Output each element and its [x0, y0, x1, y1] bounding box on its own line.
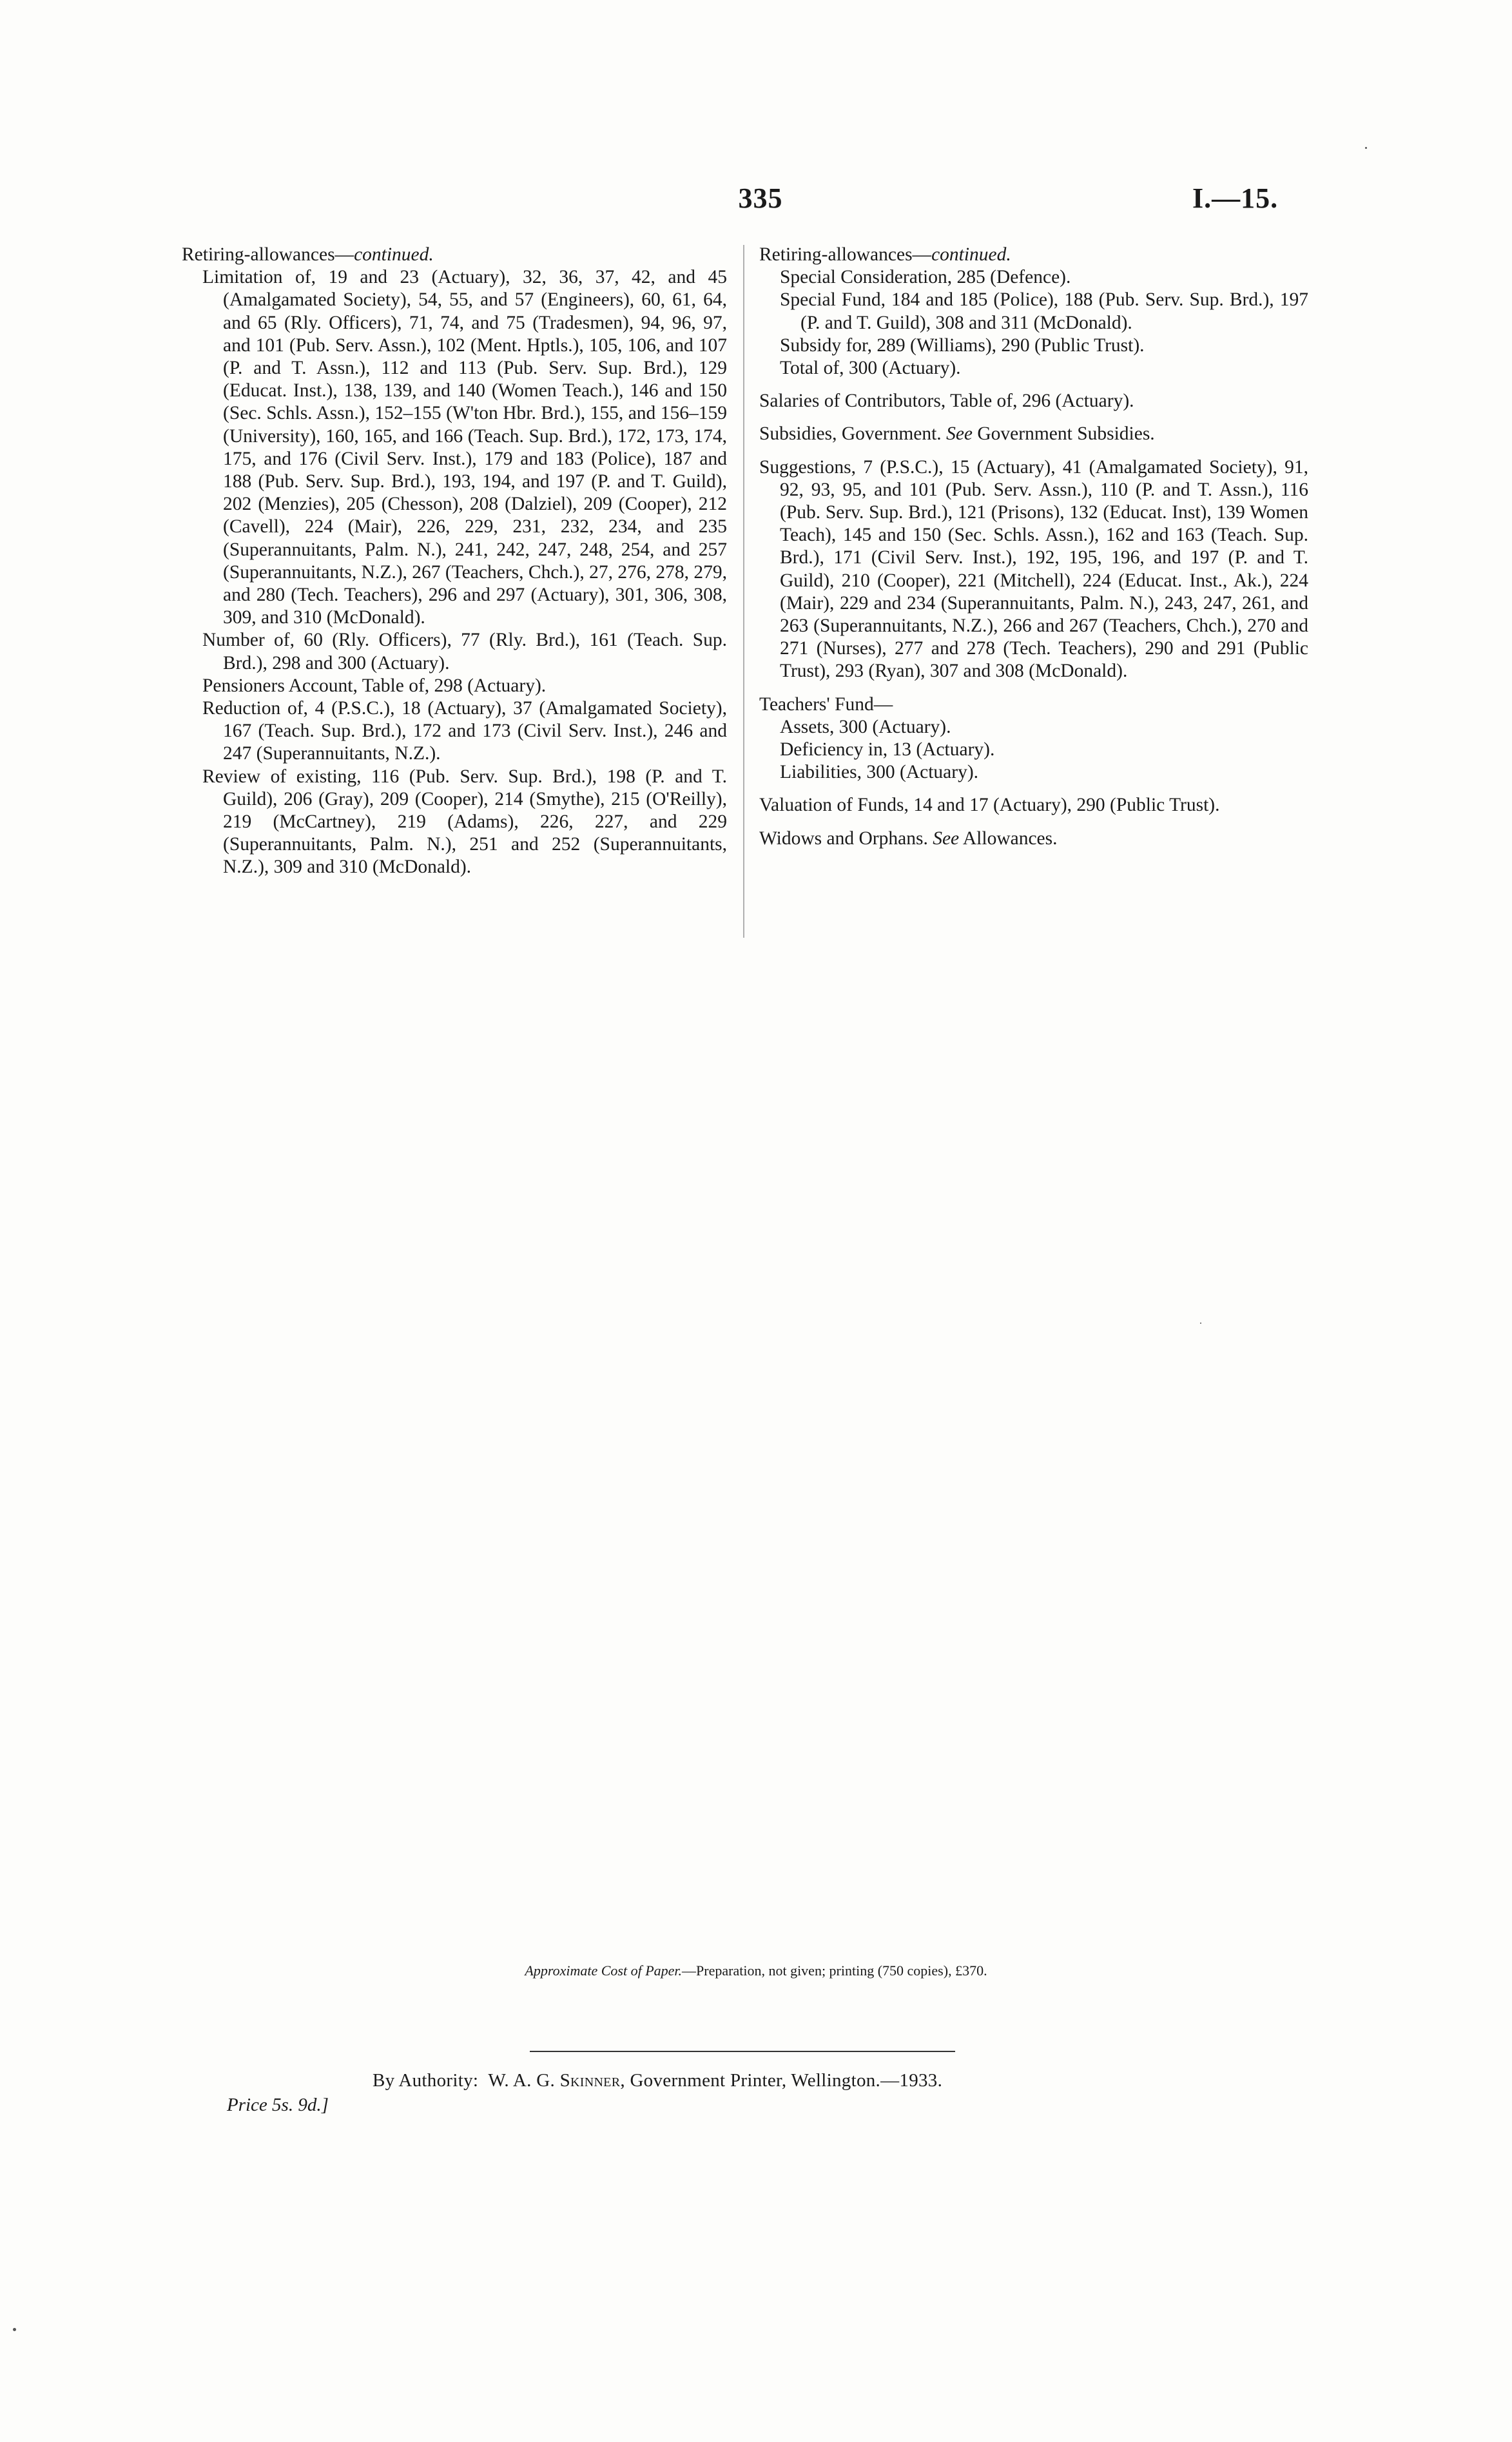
authority-prefix: By Authority: — [373, 2070, 479, 2091]
heading-continued: continued. — [931, 244, 1011, 265]
index-entry-total: Total of, 300 (Actuary). — [780, 358, 961, 379]
heading-text: Retiring-allowances— — [182, 244, 354, 265]
entry-main: Subsidies, Government. — [759, 423, 942, 445]
scan-speck — [13, 2328, 16, 2331]
printer-authority — [373, 2070, 942, 2091]
cost-label: Approximate Cost of Paper. — [525, 1962, 683, 1979]
page-number: 335 — [738, 182, 783, 214]
printer-surname: Skinner — [559, 2070, 621, 2091]
index-entry-subsidies — [759, 423, 1308, 445]
index-entry-subsidy: Subsidy for, 289 (Williams), 290 (Public Trust). — [780, 334, 1145, 356]
column-divider — [743, 245, 744, 938]
approximate-cost-note — [0, 1962, 1512, 1979]
authority-suffix: , Government Printer, Wellington.—1933. — [620, 2070, 943, 2091]
index-entry-valuation: Valuation of Funds, 14 and 17 (Actuary), 290 (Public Trust). — [759, 795, 1220, 816]
index-entry-reduction: Reduction of, 4 (P.S.C.), 18 (Actuary), 37 (Amalgamated Society), 167 (Teach. Sup. Brd.), 172 and 173 (Civil Serv. Inst.), 246 and 247 (Superannuitants, N.Z.). — [202, 698, 727, 764]
footer-rule — [530, 2051, 955, 2052]
printer-initials: W. A. G. — [488, 2070, 555, 2091]
index-entry-pensioners: Pensioners Account, Table of, 298 (Actuary). — [202, 675, 547, 696]
index-column-right — [759, 244, 1308, 850]
index-entry-limitation: Limitation of, 19 and 23 (Actuary), 32, 36, 37, 42, and 45 (Amalgamated Society), 54, 55, and 57 (Engineers), 60, 61, 64, and 65 (Rly. Officers), 71, 74, and 75 (Tradesmen), 94, 96, 97, and 101 (Pub. Serv. Assn.), 102 (Ment. Hptls.), 105, 106, and 107 (P. and T. Assn.), 112 and 113 (Pub. Serv. Sup. Brd.), 129 (Educat. Inst.), 138, 139, and 140 (Women Teach.), 146 and 150 (Sec. Schls. Assn.), 152–155 (W'ton Hbr. Brd.), 155, and 156–159 (University), 160, 165, and 166 (Teach. Sup. Brd.), 172, 173, 174, 175, and 176 (Civil Serv. Inst.), 179 and 183 (Police), 187 and 188 (Pub. Serv. Sup. Brd.), 193, 194, and 197 (P. and T. Guild), 202 (Menzies), 205 (Chesson), 208 (Dalziel), 209 (Cooper), 212 (Cavell), 224 (Mair), 226, 229, 231, 232, 234, and 235 (Superannuitants, Palm. N.), 241, 242, 247, 248, 254, and 257 (Superannuitants, N.Z.), 267 (Teachers, Chch.), 27, 276, 278, 279, and 280 (Tech. Teachers), 296 and 297 (Actuary), 301, 306, 308, 309, and 310 (McDonald). — [202, 267, 727, 628]
see-target: Allowances. — [962, 828, 1058, 849]
see-reference: See — [946, 423, 973, 445]
section-heading — [182, 244, 727, 266]
index-entry-review: Review of existing, 116 (Pub. Serv. Sup. Brd.), 198 (P. and T. Guild), 206 (Gray), 209 (Cooper), 214 (Smythe), 215 (O'Reilly), 219 (McCartney), 219 (Adams), 226, 227, and 229 (Superannuitants, Palm. N.), 251 and 252 (Superannuitants, N.Z.), 309 and 310 (McDonald). — [202, 766, 727, 878]
index-entry-liabilities: Liabilities, 300 (Actuary). — [780, 762, 979, 783]
see-reference: See — [933, 828, 960, 849]
index-entry-widows — [759, 828, 1308, 850]
document-reference: I.—15. — [1192, 182, 1279, 214]
index-entry-suggestions: Suggestions, 7 (P.S.C.), 15 (Actuary), 41 (Amalgamated Society), 91, 92, 93, 95, and 101 (Pub. Serv. Assn.), 110 (P. and T. Assn.), 116 (Pub. Serv. Sup. Brd.), 121 (Prisons), 132 (Educat. Inst), 139 Women Teach), 145 and 150 (Sec. Schls. Assn.), 162 and 163 (Teach. Sup. Brd.), 171 (Civil Serv. Inst.), 192, 195, 196, and 197 (P. and T. Guild), 210 (Cooper), 221 (Mitchell), 224 (Educat. Inst., Ak.), 224 (Mair), 229 and 234 (Superannuitants, Palm. N.), 243, 247, 261, and 263 (Superannuitants, N.Z.), 266 and 267 (Teachers, Chch.), 270 and 271 (Nurses), 277 and 278 (Tech. Teachers), 290 and 291 (Public Trust), 293 (Ryan), 307 and 308 (McDonald). — [759, 456, 1308, 682]
index-entry-number: Number of, 60 (Rly. Officers), 77 (Rly. Brd.), 161 (Teach. Sup. Brd.), 298 and 300 (Actuary). — [202, 630, 727, 673]
index-entry-assets: Assets, 300 (Actuary). — [780, 716, 951, 737]
index-entry-special-consideration: Special Consideration, 285 (Defence). — [780, 267, 1071, 288]
scan-speck — [1365, 147, 1367, 149]
index-entry-salaries: Salaries of Contributors, Table of, 296 (Actuary). — [759, 391, 1134, 412]
scan-speck — [1200, 1323, 1201, 1324]
cost-text: —Preparation, not given; printing (750 copies), £370. — [682, 1962, 987, 1979]
see-target: Government Subsidies. — [977, 423, 1155, 445]
index-entry-special-fund: Special Fund, 184 and 185 (Police), 188 (Pub. Serv. Sup. Brd.), 197 (P. and T. Guild), 308 and 311 (McDonald). — [780, 289, 1308, 333]
section-heading — [759, 244, 1308, 266]
heading-continued: continued. — [354, 244, 434, 265]
heading-text: Retiring-allowances— — [759, 244, 932, 265]
index-entry-teachers-fund: Teachers' Fund— — [759, 693, 893, 715]
price-note: Price 5s. 9d.] — [227, 2095, 329, 2115]
index-entry-deficiency: Deficiency in, 13 (Actuary). — [780, 739, 995, 761]
entry-main: Widows and Orphans. — [759, 828, 928, 849]
index-column-left — [182, 244, 727, 879]
